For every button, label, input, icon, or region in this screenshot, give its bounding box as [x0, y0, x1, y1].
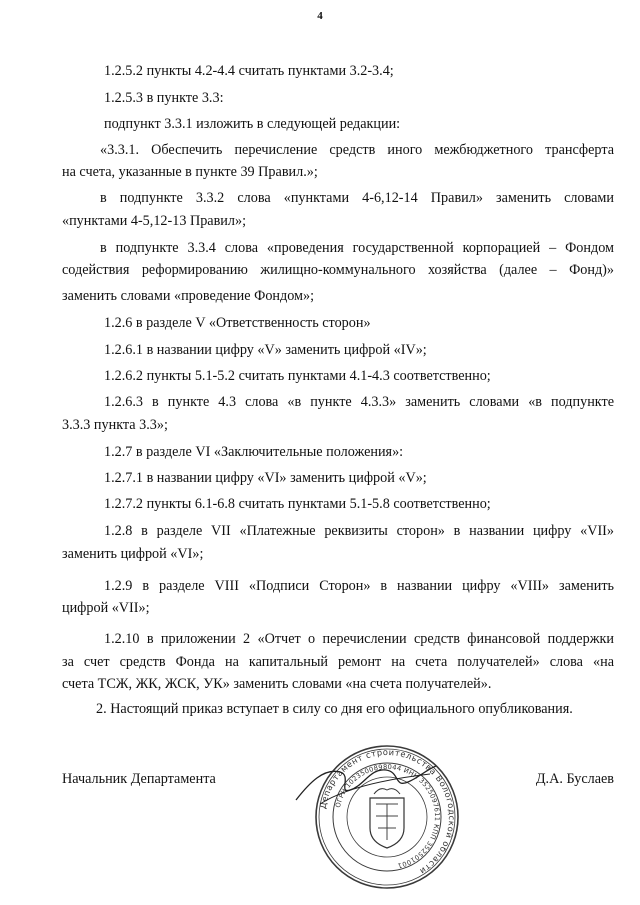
svg-text:Департамент строительства Воло: Департамент строительства Вологодской области	[317, 746, 458, 877]
text-line: 1.2.5.3 в пункте 3.3:	[104, 90, 224, 106]
text-line: 1.2.7.1 в названии цифру «VI» заменить цифрой «V»;	[104, 470, 427, 486]
text-line: заменить словами «проведение Фондом»;	[62, 288, 315, 304]
text-line: заменить цифрой «VI»;	[62, 546, 204, 562]
text-line: «3.3.1. Обеспечить перечисление средств иного межбюджетного трансферта	[100, 142, 614, 158]
signatory-position: Начальник Департамента	[62, 771, 216, 787]
text-line: в подпункте 3.3.2 слова «пунктами 4-6,12-14 Правил» заменить словами	[100, 190, 614, 206]
signatory-name: Д.А. Буслаев	[535, 771, 614, 787]
text-line: подпункт 3.3.1 изложить в следующей редакции:	[104, 116, 401, 132]
svg-text:ОГРН 1023500898044 ИНН 3525097: ОГРН 1023500898044 ИНН 3525097611 КПП 352501001	[333, 762, 442, 870]
text-line: содействия реформированию жилищно-коммунального хозяйства (далее – Фонд)»	[62, 262, 614, 278]
text-line: 1.2.5.2 пункты 4.2-4.4 считать пунктами 3.2-3.4;	[104, 63, 394, 79]
text-line: 1.2.7.2 пункты 6.1-6.8 считать пунктами 5.1-5.8 соответственно;	[104, 496, 491, 512]
text-line: «пунктами 4-5,12-13 Правил»;	[62, 213, 247, 229]
text-line: 1.2.6.3 в пункте 4.3 слова «в пункте 4.3.3» заменить словами «в подпункте	[104, 394, 614, 410]
text-line: 1.2.6.2 пункты 5.1-5.2 считать пунктами 4.1-4.3 соответственно;	[104, 368, 491, 384]
text-line: 1.2.7 в разделе VI «Заключительные положения»:	[104, 444, 404, 460]
text-line: 1.2.8 в разделе VII «Платежные реквизиты сторон» в названии цифру «VII»	[104, 523, 614, 539]
text-line: 1.2.6.1 в названии цифру «V» заменить цифрой «IV»;	[104, 342, 427, 358]
page-number: 4	[317, 10, 323, 22]
text-line: 1.2.6 в разделе V «Ответственность сторон»	[104, 315, 371, 331]
text-line: счета ТСЖ, ЖК, ЖСК, УК» заменить словами «на счета получателей».	[62, 676, 492, 692]
handwritten-signature	[290, 760, 440, 810]
text-line: 1.2.9 в разделе VIII «Подписи Сторон» в названии цифру «VIII» заменить	[104, 578, 614, 594]
text-line: на счета, указанные в пункте 39 Правил.»;	[62, 164, 318, 180]
text-line: 2. Настоящий приказ вступает в силу со дня его официального опубликования.	[96, 701, 573, 717]
text-line: цифрой «VII»;	[62, 600, 150, 616]
text-line: за счет средств Фонда на капитальный ремонт на счета получателей» слова «на	[62, 654, 614, 670]
text-line: в подпункте 3.3.4 слова «проведения государственной корпорацией – Фондом	[100, 240, 614, 256]
text-line: 3.3.3 пункта 3.3»;	[62, 417, 168, 433]
text-line: 1.2.10 в приложении 2 «Отчет о перечислении средств финансовой поддержки	[104, 631, 614, 647]
